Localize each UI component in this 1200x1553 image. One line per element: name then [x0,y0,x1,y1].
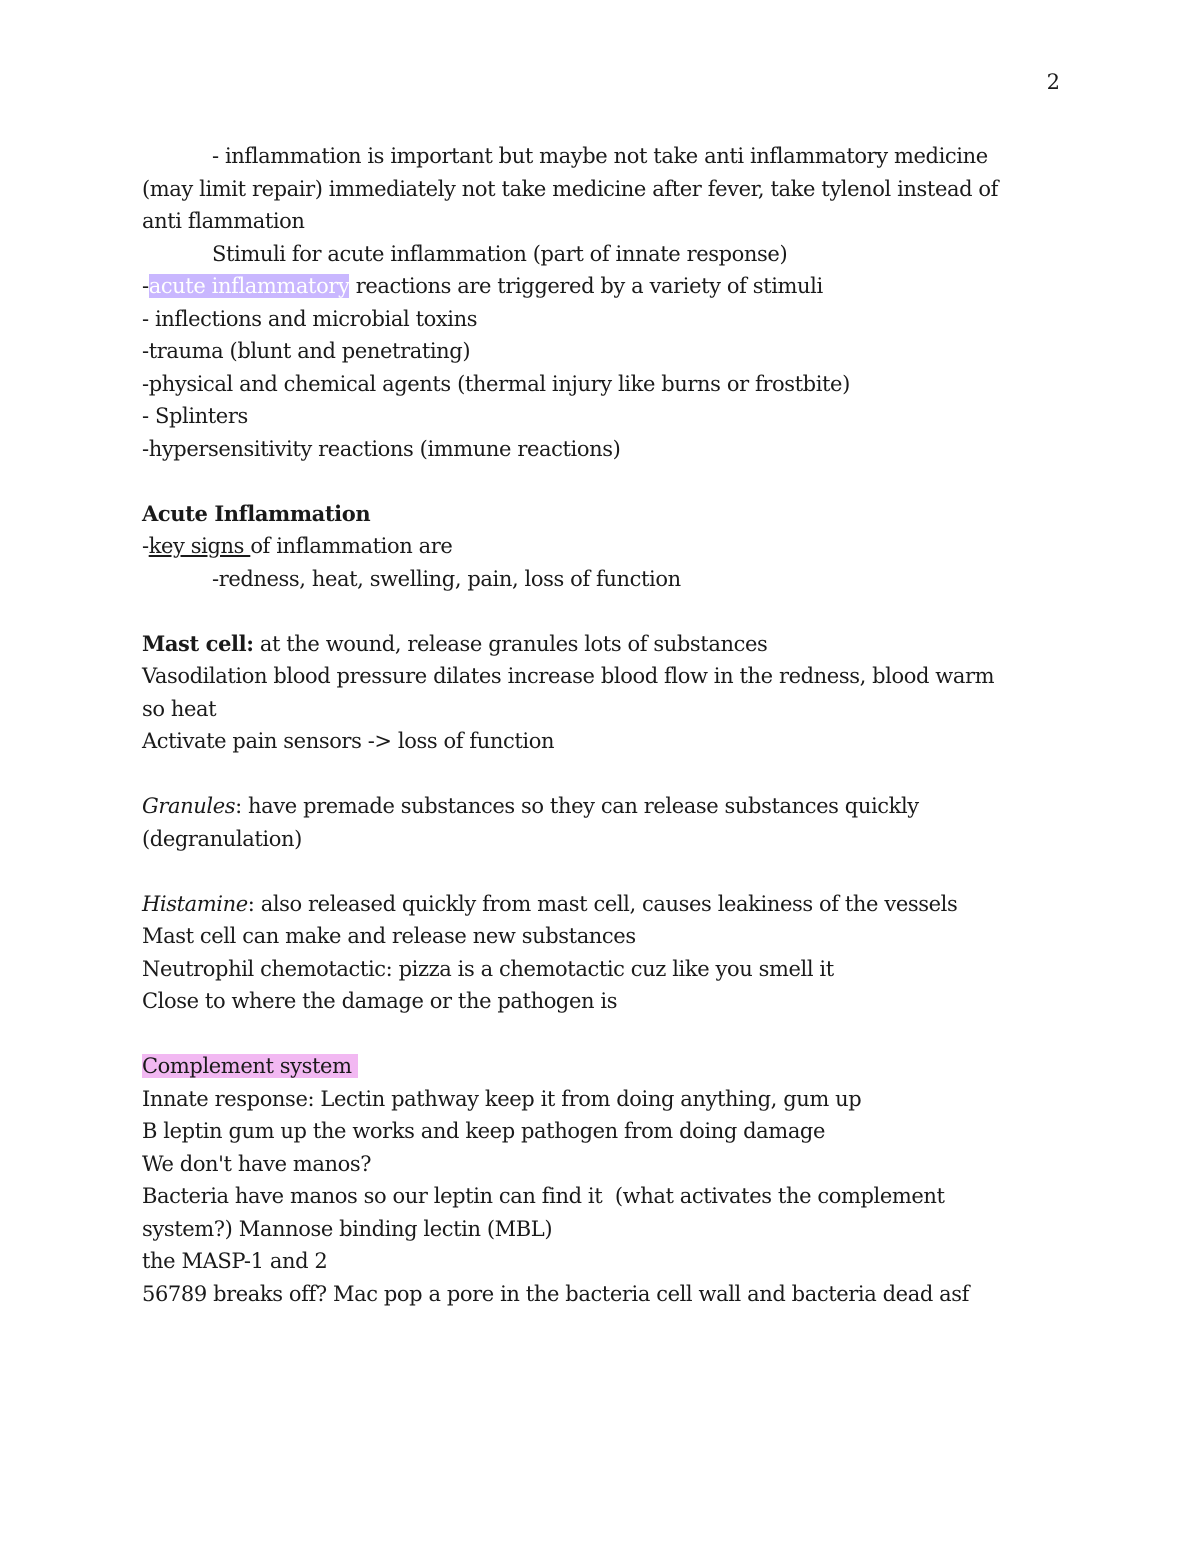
mast-cell-line [142,628,1057,661]
stimuli-item [142,270,1057,303]
blank-line [142,1018,1057,1051]
underlined-term: key signs [148,534,251,558]
granules-term: Granules [142,794,236,818]
acute-heading: Acute Inflammation [142,500,371,526]
paragraph-line: Bacteria have manos so our leptin can find it (what activates the complement [142,1184,945,1208]
stimuli-item: - inflections and microbial toxins [142,306,478,331]
paragraph-line: Innate response: Lectin pathway keep it from doing anything, gum up [142,1086,862,1111]
paragraph-line: Activate pain sensors -> loss of function [142,729,555,753]
histamine-line [142,888,1057,921]
highlighted-term: acute inflammatory [148,274,350,298]
paragraph-line: anti flammation [142,209,305,233]
section-heading [142,498,1057,531]
stimuli-item: - Splinters [142,404,248,428]
blank-line [142,758,1057,791]
complement-heading: Complement system [142,1054,358,1078]
paragraph-line: the MASP-1 and 2 [142,1249,328,1273]
granules-text: : have premade substances so they can release substances quickly [235,794,919,818]
paragraph-line: Close to where the damage or the pathogen is [142,989,618,1013]
blank-line [142,595,1057,628]
paragraph-line: Mast cell can make and release new substances [142,924,636,948]
page-number: 2 [1046,70,1060,94]
signs-line [142,530,1057,563]
paragraph-line: - inflammation is important but maybe not take anti inflammatory medicine [212,144,988,168]
paragraph-line: system?) Mannose binding lectin (MBL) [142,1216,553,1241]
stimuli-item: -physical and chemical agents (thermal injury like burns or frostbite) [142,371,850,396]
blank-line [142,855,1057,888]
dash: - [142,534,149,558]
complement-heading-line [142,1050,1057,1083]
paragraph-line: 56789 breaks off? Mac pop a pore in the bacteria cell wall and bacteria dead asf [142,1281,970,1306]
granules-line [142,790,1057,823]
histamine-text: : also released quickly from mast cell, causes leakiness of the vessels [247,891,958,916]
paragraph-line: so heat [142,696,217,721]
paragraph-line: We don't have manos? [142,1151,372,1176]
histamine-term: Histamine [142,891,248,916]
blank-line [142,465,1057,498]
paragraph-line: (may limit repair) immediately not take medicine after fever, take tylenol instead of [142,176,999,201]
dash: - [142,274,149,298]
mast-cell-text: at the wound, release granules lots of substances [253,631,768,656]
paragraph-line: B leptin gum up the works and keep pathogen from doing damage [142,1119,826,1143]
paragraph-line: Neutrophil chemotactic: pizza is a chemotactic cuz like you smell it [142,956,834,981]
item-text: reactions are triggered by a variety of stimuli [349,274,823,298]
stimuli-item: -hypersensitivity reactions (immune reactions) [142,436,621,461]
document-body [142,140,1057,1310]
paragraph-line: (degranulation) [142,826,302,851]
signs-list: -redness, heat, swelling, pain, loss of function [212,566,681,591]
stimuli-heading: Stimuli for acute inflammation (part of innate response) [212,241,788,266]
signs-text: of inflammation are [250,534,453,558]
stimuli-item: -trauma (blunt and penetrating) [142,339,471,363]
mast-cell-term: Mast cell: [142,630,254,656]
paragraph-line: Vasodilation blood pressure dilates increase blood flow in the redness, blood warm [142,664,995,688]
